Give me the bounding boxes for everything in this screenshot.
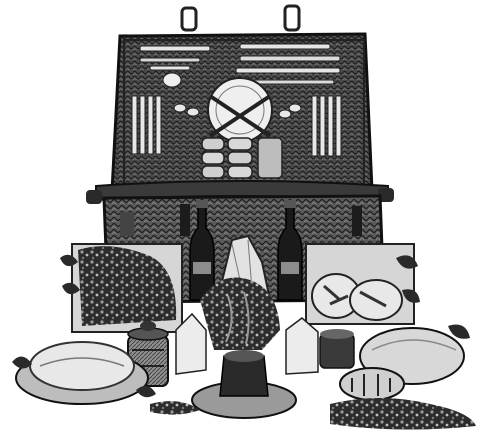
napkins-right [286,318,318,374]
left-food-tray [60,244,182,332]
lid-plates [208,78,272,142]
lid-loop-left [182,8,196,30]
small-jar-right [320,329,354,368]
centre-pot [192,350,296,418]
tied-roll [340,368,404,400]
lid-loop-right [285,6,299,30]
lid-canisters [202,138,282,178]
right-food-tray [306,244,420,324]
